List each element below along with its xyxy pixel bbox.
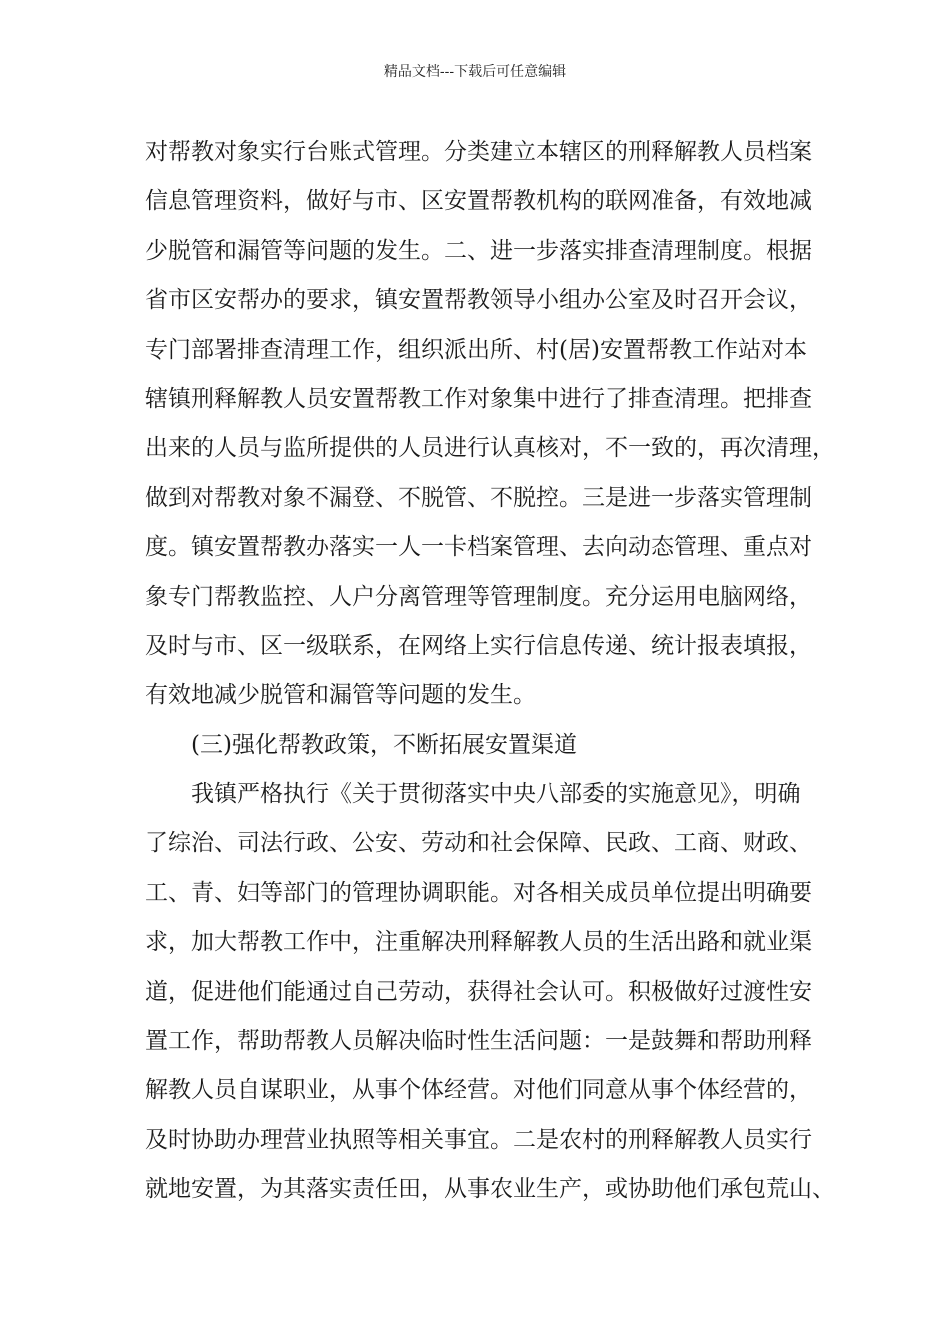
text-line: 及时协助办理营业执照等相关事宜。二是农村的刑释解教人员实行 xyxy=(145,1126,812,1153)
text-line: 专门部署排查清理工作，组织派出所、村(居)安置帮教工作站对本 xyxy=(145,336,807,363)
text-line: 工、青、妇等部门的管理协调职能。对各相关成员单位提出明确要 xyxy=(145,879,812,906)
text-line: 就地安置，为其落实责任田，从事农业生产，或协助他们承包荒山、 xyxy=(145,1176,835,1203)
text-line: 有效地减少脱管和漏管等问题的发生。 xyxy=(145,682,536,709)
text-line: 出来的人员与监所提供的人员进行认真核对，不一致的，再次清理， xyxy=(145,435,835,462)
document-body xyxy=(145,128,835,1215)
text-line: 求，加大帮教工作中，注重解决刑释解教人员的生活出路和就业渠 xyxy=(145,929,812,956)
text-line: 少脱管和漏管等问题的发生。二、进一步落实排查清理制度。根据 xyxy=(145,237,812,264)
text-line: 辖镇刑释解教人员安置帮教工作对象集中进行了排查清理。把排查 xyxy=(145,385,812,412)
text-line: 对帮教对象实行台账式管理。分类建立本辖区的刑释解教人员档案 xyxy=(145,139,812,165)
text-line: 信息管理资料，做好与市、区安置帮教机构的联网准备，有效地减 xyxy=(145,188,812,215)
text-line: 度。镇安置帮教办落实一人一卡档案管理、去向动态管理、重点对 xyxy=(145,534,812,561)
text-line: 及时与市、区一级联系，在网络上实行信息传递、统计报表填报， xyxy=(145,632,812,659)
text-line: 道，促进他们能通过自己劳动，获得社会认可。积极做好过渡性安 xyxy=(145,978,812,1005)
text-line: 省市区安帮办的要求，镇安置帮教领导小组办公室及时召开会议， xyxy=(145,287,812,314)
text-line: 我镇严格执行《关于贯彻落实中央八部委的实施意见》，明确 xyxy=(191,781,801,808)
text-line: 了综治、司法行政、公安、劳动和社会保障、民政、工商、财政、 xyxy=(145,830,812,857)
text-line: 做到对帮教对象不漏登、不脱管、不脱控。三是进一步落实管理制 xyxy=(145,484,812,511)
text-line: 象专门帮教监控、人户分离管理等管理制度。充分运用电脑网络， xyxy=(145,583,812,610)
section-heading: (三)强化帮教政策，不断拓展安置渠道 xyxy=(191,731,577,758)
text-line: 置工作，帮助帮教人员解决临时性生活问题：一是鼓舞和帮助刑释 xyxy=(145,1028,812,1055)
text-line: 解教人员自谋职业，从事个体经营。对他们同意从事个体经营的， xyxy=(145,1077,812,1104)
page-header: 精品文档---下载后可任意编辑 xyxy=(383,64,567,80)
